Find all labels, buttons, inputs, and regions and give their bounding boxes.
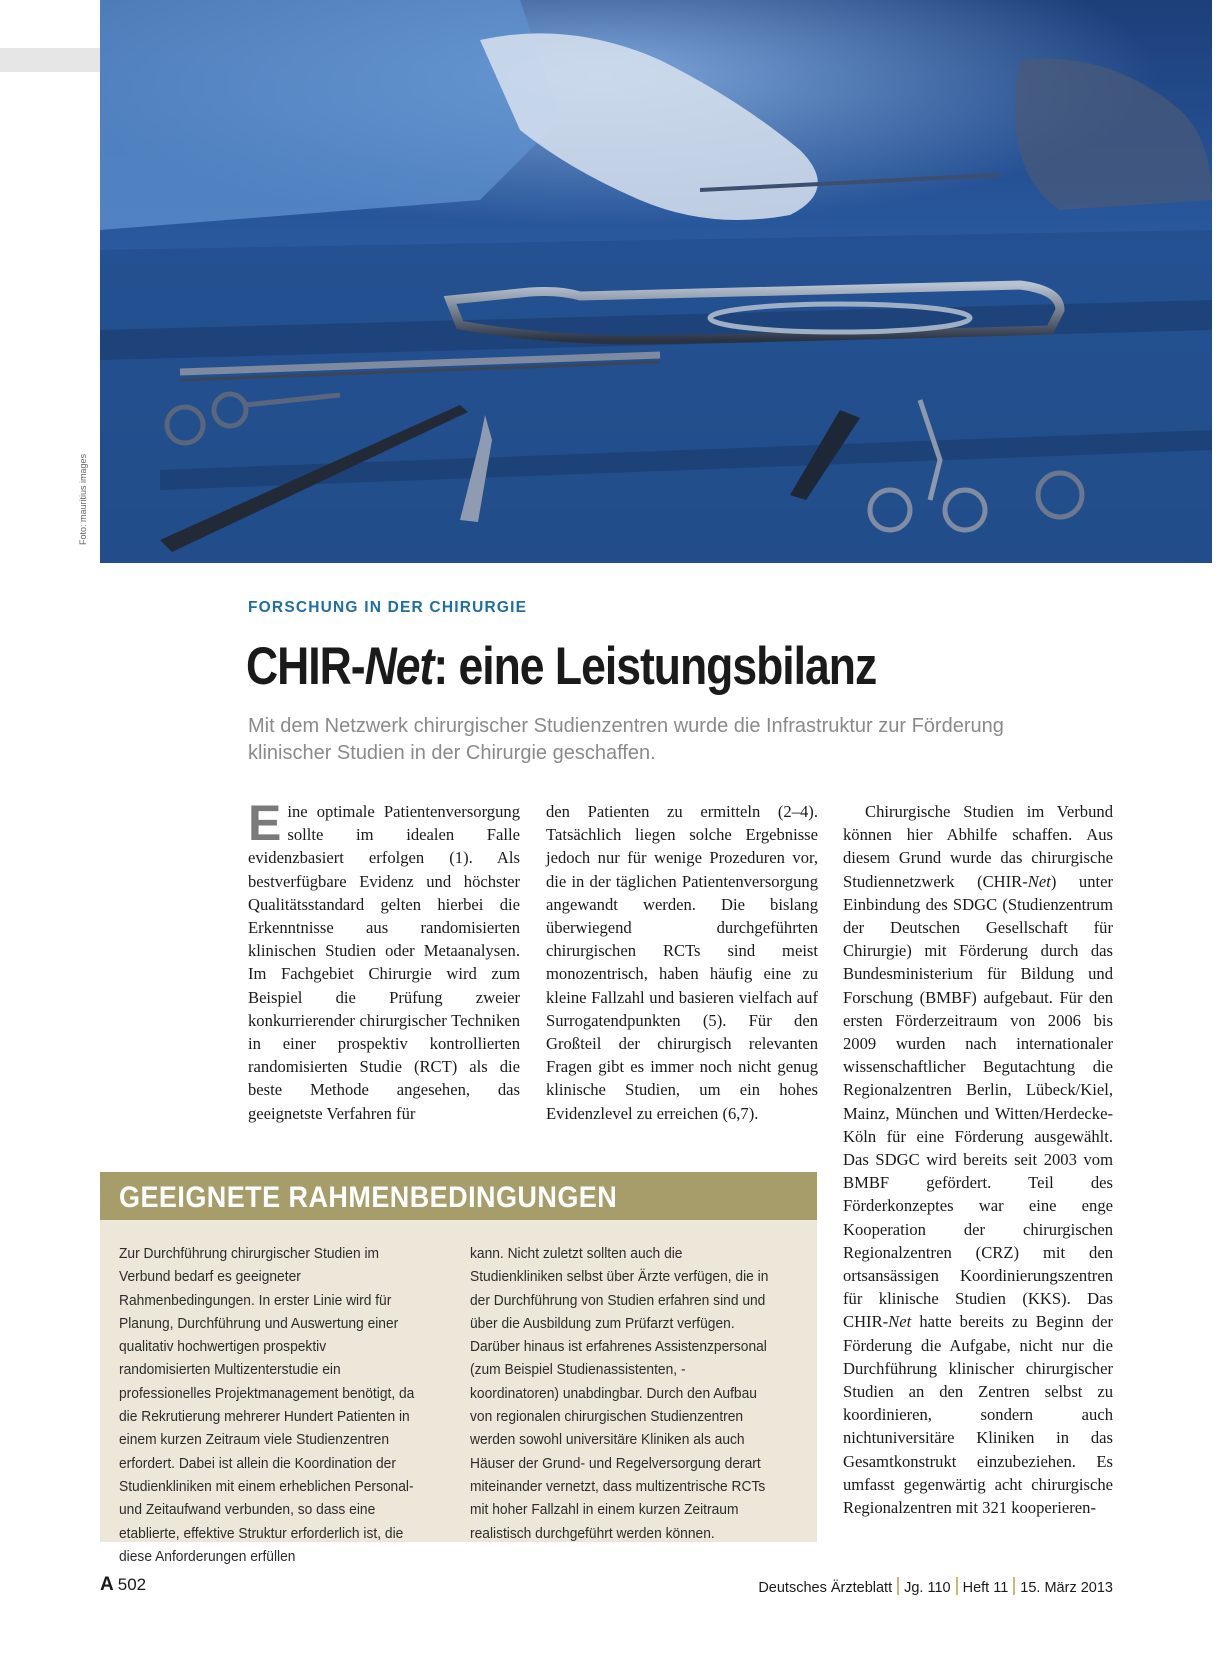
column-3-text-b: ) unter Einbindung des SDGC (Studienzentrum der Deutschen Gesellschaft für Chirurgie) mit Förderung durch das Bundesministerium für Bildung und Forschung (BMBF) aufgebaut. Für den ersten Förderzeitraum von 2006 bis 2009 wurden nach internationaler wissenschaftlicher Begutachtung die Regionalzentren Berlin, Lübeck/Kiel, Mainz, München und Witten/Herdecke-Köln für eine Förderung ausgewählt. Das SDGC wird bereits seit 2003 vom BMBF gefördert. Teil des Förderkonzeptes war eine enge Kooperation der chirurgischen Regionalzentren (CRZ) mit den ortsansässigen Koordinierungszentren für klinische Studien (KKS). Das CHIR-: [843, 871, 1113, 1332]
body-column-1: [248, 795, 520, 1125]
journal-volume: Jg. 110: [904, 1580, 951, 1596]
title-italic: Net: [364, 637, 434, 696]
column-3-paragraph: [843, 800, 1113, 1519]
column-2-text: den Patienten zu ermitteln (2–4). Tatsächlich liegen solche Ergebnisse jedoch nur für wenige Prozeduren vor, die in der täglichen Patientenversorgung angewandt werden. Die bislang überwiegend durchgeführten chirurgischen RCTs sind meist monozentrisch, haben häufig eine zu kleine Fallzahl und basieren vielfach auf Surrogatendpunkten (5). Für den Großteil der chirurgisch relevanten Fragen gibt es immer noch nicht genug klinische Studien, um ein hohes Evidenzlevel zu erreichen (6,7).: [546, 802, 818, 1123]
header-photo: [100, 0, 1212, 563]
info-box-heading: GEEIGNETE RAHMENBEDINGUNGEN: [119, 1181, 618, 1214]
column-1-text: ine optimale Patientenversorgung sollte im idealen Falle evidenzbasiert erfolgen (1). Als bestverfügbare Evidenz und höchster Qualitätsstandard gelten hierbei die Erkenntnisse aus randomisierten klinischen Studien oder Metaanalysen. Im Fachgebiet Chirurgie wird zum Beispiel die Prüfung zweier konkurrierender chirurgischer Techniken in einer prospektiv kontrollierten randomisierten Studie (RCT) als die beste Methode angesehen, das geeignetste Verfahren für: [248, 802, 520, 1123]
page-corner-tab: [0, 48, 100, 72]
page-letter: A: [100, 1574, 114, 1595]
article-kicker: FORSCHUNG IN DER CHIRURGIE: [248, 599, 528, 616]
journal-footer: [758, 1577, 1113, 1596]
article-title: [246, 636, 876, 697]
column-3-text-a: Chirurgische Studien im Verbund können hier Abhilfe schaffen. Aus diesem Grund wurde das chirurgische Studiennetzwerk (CHIR-: [843, 802, 1113, 891]
title-suffix: : eine Leistungsbilanz: [433, 637, 877, 696]
column-3-net-italic-2: Net: [888, 1312, 912, 1332]
info-box-header: [100, 1172, 817, 1220]
footer-separator: [1013, 1577, 1015, 1595]
article-subtitle: Mit dem Netzwerk chirurgischer Studienzentren wurde die Infrastruktur zur Förderung klinischer Studien in der Chirurgie geschaffen.: [248, 715, 1004, 764]
footer-separator: [897, 1577, 899, 1595]
info-box: [100, 1172, 817, 1565]
page-number: [100, 1574, 146, 1596]
drop-cap: E: [248, 795, 282, 851]
body-column-3: [843, 800, 1113, 1519]
page-number-value: 502: [117, 1575, 147, 1594]
column-3-net-italic-1: Net: [1027, 871, 1051, 891]
journal-date: 15. März 2013: [1020, 1580, 1113, 1596]
info-box-column-2: kann. Nicht zuletzt sollten auch die Studienkliniken selbst über Ärzte verfügen, die in der Durchführung von Studien erfahren sind und über die Ausbildung zum Prüfarzt verfügen. Darüber hinaus ist erfahrenes Assistenzpersonal (zum Beispiel Studienassistenten, -koordinatoren) unabdingbar. Durch den Aufbau von regionalen chirurgischen Studienzentren werden sowohl universitäre Kliniken als auch Häuser der Grund- und Regelversorgung derart miteinander vernetzt, dass multizentrische RCTs mit hoher Fallzahl in einem kurzen Zeitraum realistisch durchgeführt werden können.: [470, 1245, 769, 1542]
body-column-2: [546, 800, 818, 1125]
title-prefix: CHIR-: [246, 637, 365, 696]
journal-issue: Heft 11: [962, 1580, 1009, 1596]
column-3-text-c: hatte bereits zu Beginn der Förderung die Aufgabe, nicht nur die Durchführung klinischer chirurgischer Studien an den Zentren selbst zu koordinieren, sondern auch nichtuniversitäre Kliniken in das Gesamtkonstrukt einzubeziehen. Es umfasst gegenwärtig acht chirurgische Regionalzentren mit 321 kooperieren-: [843, 1312, 1113, 1518]
photo-credit: Foto: mauritius images: [78, 453, 88, 545]
journal-name: Deutsches Ärzteblatt: [758, 1580, 893, 1596]
info-box-column-1: Zur Durchführung chirurgischer Studien im Verbund bedarf es geeigneter Rahmenbedingungen. In erster Linie wird für Planung, Durchführung und Auswertung einer qualitativ hochwertigen prospektiv randomisierten Multizenterstudie ein professionelles Projektmanagement benötigt, da die Rekrutierung mehrerer Hundert Patienten in einem kurzen Zeitraum viele Studienzentren erfordert. Dabei ist allein die Koordination der Studienkliniken mit einem erheblichen Personal- und Zeitaufwand verbunden, so dass eine etablierte, effektive Struktur erforderlich ist, die diese Anforderungen erfüllen: [119, 1245, 415, 1565]
footer-separator: [956, 1577, 958, 1595]
